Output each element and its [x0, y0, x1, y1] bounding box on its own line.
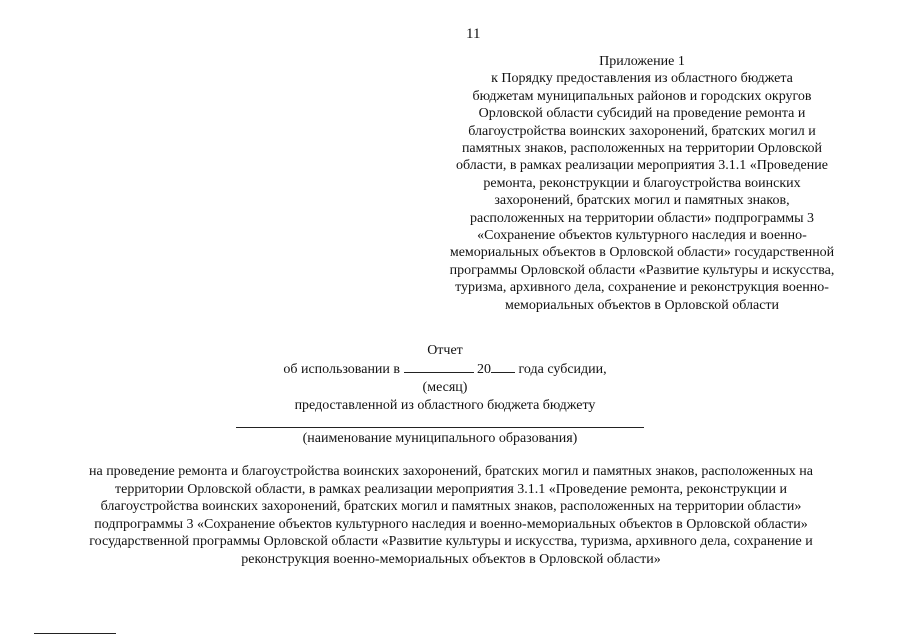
appendix-line: ремонта, реконструкции и благоустройства воинских: [483, 175, 801, 191]
usage-suffix: года субсидии,: [518, 362, 607, 377]
report-usage-line: [200, 360, 690, 379]
appendix-line: программы Орловской области «Развитие культуры и искусства,: [449, 262, 835, 278]
appendix-line: благоустройства воинских захоронений, братских могил и: [468, 123, 816, 139]
purpose-line: территории Орловской области, в рамках реализации мероприятия 3.1.1 «Проведение ремонта, реконструкции и: [115, 481, 787, 497]
month-blank-field: [404, 360, 474, 373]
municipality-caption: (наименование муниципального образования): [302, 431, 578, 446]
appendix-line: памятных знаков, расположенных на территории Орловской: [461, 141, 823, 157]
appendix-line: бюджетам муниципальных районов и городских округов: [472, 88, 812, 104]
purpose-line: реконструкция военно-мемориальных объектов в Орловской области»: [241, 551, 661, 567]
usage-prefix: об использовании в: [283, 362, 401, 377]
year-prefix: 20: [477, 362, 492, 377]
purpose-line: государственной программы Орловской области «Развитие культуры и искусства, туризма, архивного дела, сохранение и: [89, 534, 813, 550]
report-heading: [200, 342, 690, 415]
purpose-line: благоустройства воинских захоронений, братских могил и памятных знаков, расположенных на территории области»: [100, 499, 802, 515]
year-blank-field: [491, 360, 515, 373]
appendix-header: [422, 53, 862, 314]
purpose-paragraph: [28, 463, 874, 569]
appendix-line: расположенных на территории области» подпрограммы 3: [470, 210, 814, 226]
municipality-name-line: [236, 427, 644, 428]
appendix-line: к Порядку предоставления из областного бюджета: [491, 71, 793, 87]
appendix-line: «Сохранение объектов культурного наследия и военно-: [477, 228, 807, 244]
appendix-line: мемориальных объектов в Орловской области» государственной: [449, 245, 835, 261]
appendix-line: Орловской области субсидий на проведение ремонта и: [478, 106, 806, 122]
appendix-line: мемориальных объектов в Орловской области: [504, 297, 780, 313]
appendix-title: Приложение 1: [599, 54, 685, 69]
appendix-line: туризма, архивного дела, сохранение и реконструкция военно-: [455, 280, 829, 296]
purpose-line: подпрограммы 3 «Сохранение объектов культурного наследия и военно-мемориальных объектов в Орловской области»: [94, 516, 808, 532]
page-number: 11: [466, 26, 481, 42]
appendix-line: области, в рамках реализации мероприятия 3.1.1 «Проведение: [456, 158, 828, 174]
appendix-line: захоронений, братских могил и памятных знаков,: [494, 193, 790, 209]
month-caption: (месяц): [422, 380, 468, 395]
purpose-line: на проведение ремонта и благоустройства воинских захоронений, братских могил и памятных знаков, расположенных на: [88, 464, 814, 479]
provided-line: предоставленной из областного бюджета бюджету: [294, 398, 596, 413]
report-title: Отчет: [427, 343, 463, 358]
footnote-divider: [34, 633, 116, 634]
